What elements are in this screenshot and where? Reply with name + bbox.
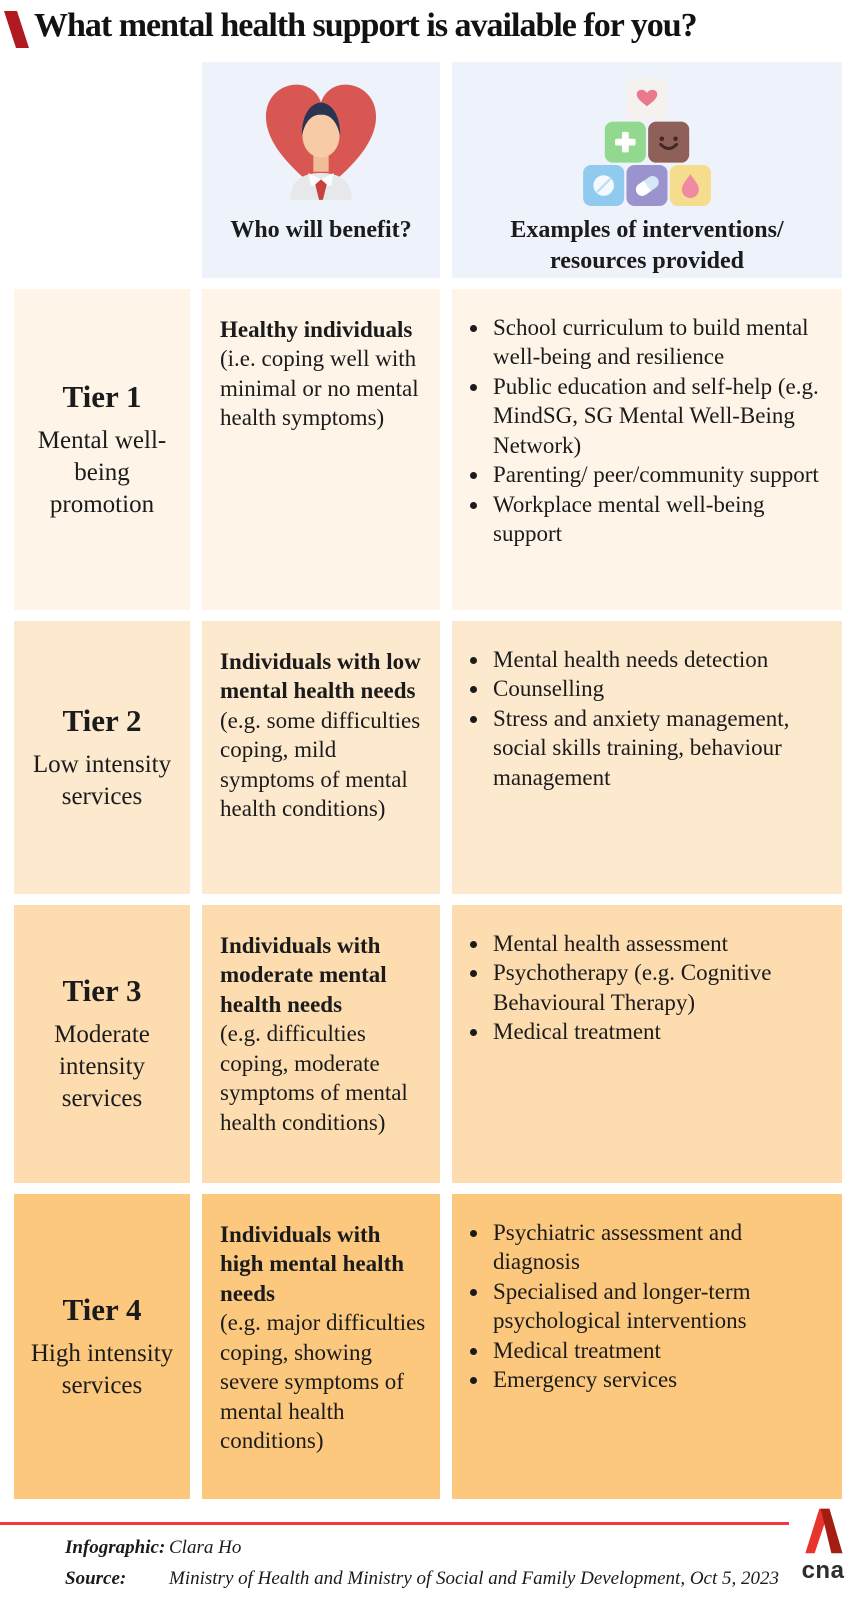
tier1-examples-list [464, 313, 834, 549]
tier3-benefit-title: Individuals with moderate mental health needs [220, 933, 387, 1017]
cna-logo [794, 1505, 852, 1583]
source-value: Ministry of Health and Ministry of Social and Family Development, Oct 5, 2023 [169, 1567, 780, 1589]
example-item: • Mental health needs detection [490, 645, 834, 674]
example-item: • Medical treatment [490, 1336, 834, 1365]
tier1-benefit-title: Healthy individuals [220, 317, 413, 342]
tier4-subtitle: High intensity services [30, 1339, 174, 1399]
tier2-subtitle: Low intensity services [32, 750, 172, 810]
tier3-benefit-cell [202, 905, 440, 1183]
example-item: • Psychotherapy (e.g. Cognitive Behavioural Therapy) [490, 958, 834, 1017]
tier4-label-cell [14, 1194, 190, 1499]
tier4-benefit-desc: (e.g. major difficulties coping, showing severe symptoms of mental health conditions) [220, 1310, 426, 1454]
tier2-examples-cell [452, 621, 842, 894]
tier1-subtitle: Mental well-being promotion [37, 426, 167, 518]
tier2-benefit-desc: (e.g. some difficulties coping, mild symptoms of mental health conditions) [220, 707, 421, 822]
page-title: What mental health support is available for you? [34, 7, 697, 44]
tier3-benefit-desc: (e.g. difficulties coping, moderate symptoms of mental health conditions) [220, 1021, 408, 1135]
infographic-value: Clara Ho [169, 1537, 242, 1558]
header-examples-cell [452, 62, 842, 278]
health-blocks-icon [572, 75, 722, 207]
tier1-benefit-desc: (i.e. coping well with minimal or no mental health symptoms) [220, 346, 419, 431]
example-item: • Parenting/ peer/community support [490, 460, 834, 489]
tier3-subtitle: Moderate intensity services [54, 1021, 150, 1112]
tier2-benefit-title: Individuals with low mental health needs [220, 649, 421, 704]
tier3-name: Tier 3 [62, 973, 142, 1008]
cna-logo-text: cna [801, 1557, 845, 1584]
example-item: • Emergency services [490, 1365, 834, 1394]
tier2-examples-list [464, 645, 834, 792]
cna-logo-mark [795, 1505, 851, 1557]
tier2-name: Tier 2 [62, 702, 142, 738]
example-item: • Counselling [490, 674, 834, 703]
example-item: • Psychiatric assessment and diagnosis [490, 1218, 834, 1277]
credits [65, 1536, 779, 1591]
infographic-label: Infographic: [65, 1537, 166, 1558]
example-item: • Specialised and longer-term psychological interventions [490, 1277, 834, 1336]
tier3-examples-cell [452, 905, 842, 1183]
title-row [10, 6, 697, 48]
example-item: • Mental health assessment [490, 929, 834, 958]
tier3-label-cell [14, 905, 190, 1183]
example-item: • Medical treatment [490, 1017, 834, 1046]
tier1-label-cell [14, 289, 190, 610]
tier4-examples-list [464, 1218, 834, 1395]
example-item: • Public education and self-help (e.g. MindSG, SG Mental Well-Being Network) [490, 372, 834, 460]
brand-slash-icon [4, 11, 29, 48]
header-benefit-cell [202, 62, 440, 278]
header-examples-label: Examples of interventions/ resources provided [510, 217, 784, 275]
example-item: • School curriculum to build mental well-being and resilience [490, 313, 834, 372]
heart-person-icon [257, 75, 385, 207]
tier1-examples-cell [452, 289, 842, 610]
example-item: • Stress and anxiety management, social skills training, behaviour management [490, 704, 834, 792]
tier4-examples-cell [452, 1194, 842, 1499]
footer-divider [0, 1522, 789, 1525]
tier4-name: Tier 4 [62, 1291, 142, 1327]
example-item: • Workplace mental well-being support [490, 490, 834, 549]
source-label: Source: [65, 1567, 127, 1589]
header-benefit-label: Who will benefit? [230, 217, 412, 243]
header-empty-cell [14, 62, 190, 278]
tier2-label-cell [14, 621, 190, 894]
tier4-benefit-cell [202, 1194, 440, 1499]
tier1-name: Tier 1 [62, 378, 142, 414]
tier4-benefit-title: Individuals with high mental health needs [220, 1222, 405, 1306]
tier2-benefit-cell [202, 621, 440, 894]
tier3-examples-list [464, 929, 834, 1047]
tier-table [14, 62, 842, 1499]
tier1-benefit-cell [202, 289, 440, 610]
